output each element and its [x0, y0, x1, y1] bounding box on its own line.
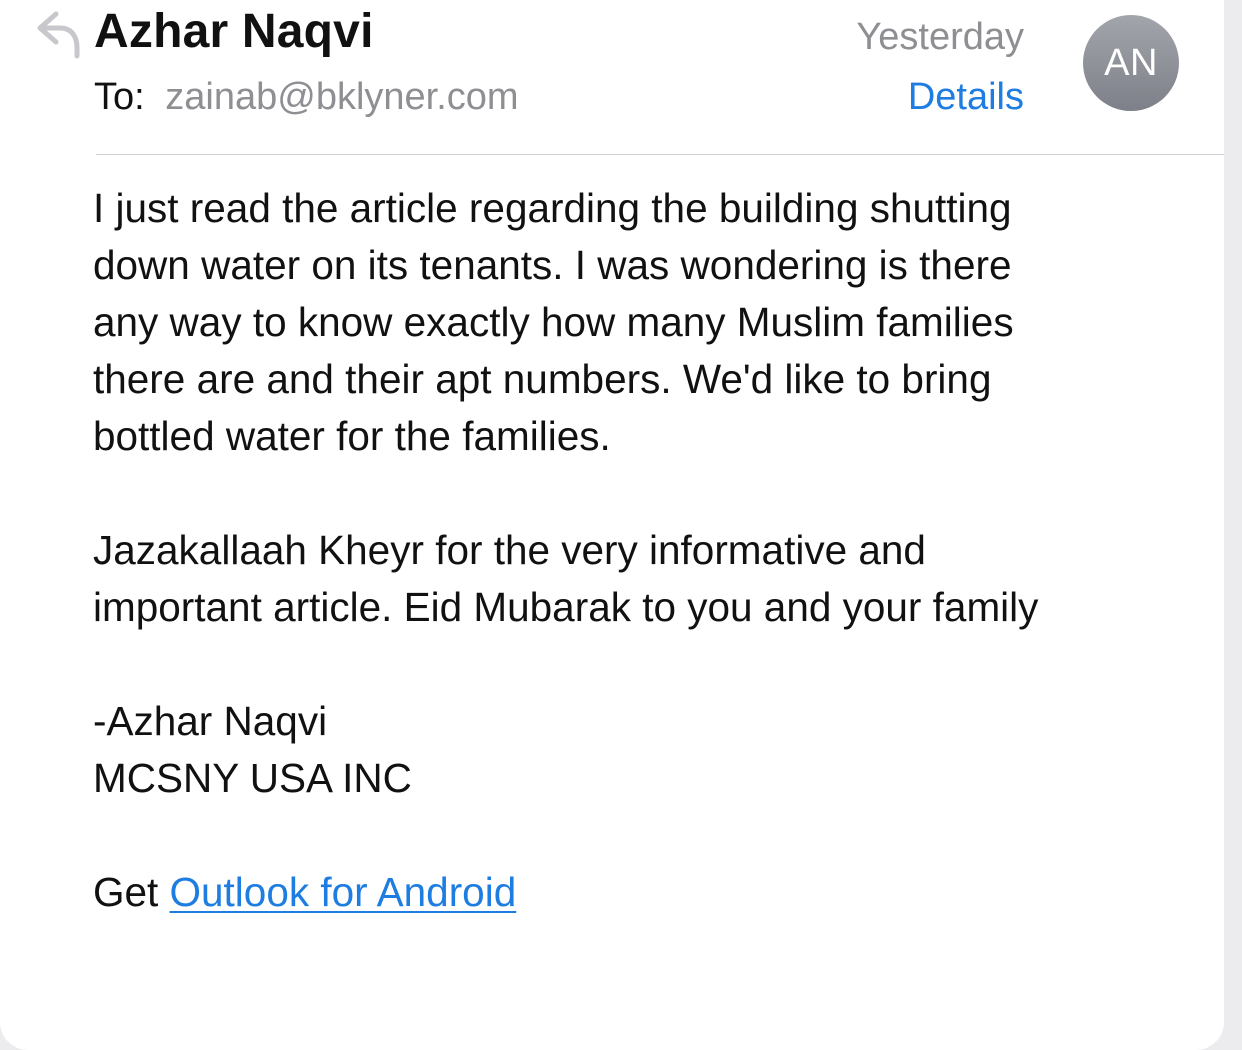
details-link[interactable]: Details: [907, 76, 1024, 118]
message-body: [93, 180, 1193, 921]
outlook-link[interactable]: Outlook for Android: [169, 869, 517, 915]
body-line: any way to know exactly how many Muslim families: [93, 299, 1014, 345]
signature-org: MCSNY USA INC: [93, 755, 412, 801]
body-line: Jazakallaah Kheyr for the very informative and: [93, 527, 926, 573]
body-line: bottled water for the families.: [93, 413, 611, 459]
footer-prefix: Get: [93, 869, 170, 915]
body-line: down water on its tenants. I was wondering is there: [93, 242, 1012, 288]
paragraph-gap: [93, 465, 1193, 522]
footer-line: [93, 864, 1193, 921]
avatar[interactable]: AN: [1083, 15, 1179, 111]
paragraph-gap: [93, 636, 1193, 693]
message-date: Yesterday: [856, 16, 1024, 58]
to-label: To:: [94, 76, 145, 118]
sender-name: Azhar Naqvi: [94, 5, 374, 58]
header-divider: [96, 154, 1224, 155]
body-line: there are and their apt numbers. We'd like to bring: [93, 356, 992, 402]
body-line: I just read the article regarding the building shutting: [93, 185, 1012, 231]
recipient-row: [94, 76, 519, 119]
recipient-address[interactable]: zainab@bklyner.com: [165, 76, 519, 118]
body-line: important article. Eid Mubarak to you and your family: [93, 584, 1039, 630]
reply-icon: [36, 4, 82, 60]
paragraph-gap: [93, 807, 1193, 864]
signature-name: -Azhar Naqvi: [93, 698, 328, 744]
